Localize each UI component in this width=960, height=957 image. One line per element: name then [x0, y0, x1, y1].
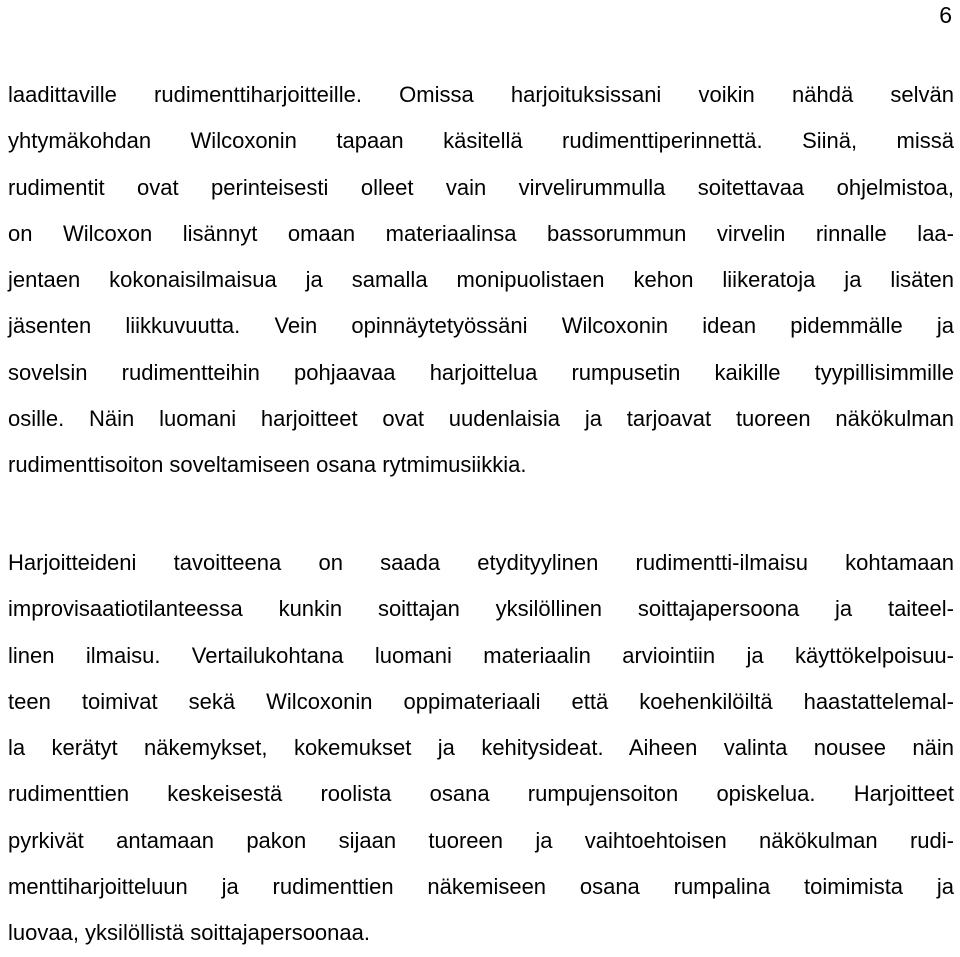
text-line: jentaen kokonaisilmaisua ja samalla monipuolistaen kehon liikeratoja ja lisäten: [8, 267, 954, 293]
text-line: rudimentit ovat perinteisesti olleet vain virvelirummulla soitettavaa ohjelmistoa,: [8, 174, 954, 200]
paragraph-1: [8, 72, 954, 489]
paragraph-2: [8, 540, 954, 957]
text-line: teen toimivat sekä Wilcoxonin oppimateriaali että koehenkilöiltä haastattelemal-: [8, 688, 954, 714]
text-line: Harjoitteideni tavoitteena on saada etydityylinen rudimentti-ilmaisu kohtamaan: [8, 550, 954, 575]
text-line: osille. Näin luomani harjoitteet ovat uudenlaisia ja tarjoavat tuoreen näkökulman: [8, 406, 954, 432]
text-line: yhtymäkohdan Wilcoxonin tapaan käsitellä rudimenttiperinnettä. Siinä, missä: [8, 128, 954, 154]
text-line: improvisaatiotilanteessa kunkin soittajan yksilöllinen soittajapersoona ja taiteel-: [8, 596, 954, 622]
text-line: laadittaville rudimenttiharjoitteille. Omissa harjoituksissani voikin nähdä selvän: [8, 82, 954, 107]
text-line: rudimenttien keskeisestä roolista osana rumpujensoiton opiskelua. Harjoitteet: [8, 781, 954, 807]
text-line: linen ilmaisu. Vertailukohtana luomani materiaalin arviointiin ja käyttökelpoisuu-: [8, 642, 954, 668]
text-line: rudimenttisoiton soveltamiseen osana rytmimusiikkia.: [8, 452, 527, 478]
text-line: on Wilcoxon lisännyt omaan materiaalinsa bassorummun virvelin rinnalle laa-: [8, 220, 954, 246]
text-line: jäsenten liikkuvuutta. Vein opinnäytetyössäni Wilcoxonin idean pidemmälle ja: [8, 313, 954, 339]
text-line: pyrkivät antamaan pakon sijaan tuoreen ja vaihtoehtoisen näkökulman rudi-: [8, 827, 954, 853]
text-line: sovelsin rudimentteihin pohjaavaa harjoittelua rumpusetin kaikille tyypillisimmille: [8, 359, 954, 385]
text-line: la kerätyt näkemykset, kokemukset ja kehitysideat. Aiheen valinta nousee näin: [8, 735, 954, 761]
text-line: luovaa, yksilöllistä soittajapersoonaa.: [8, 920, 370, 946]
page-number: 6: [939, 2, 952, 28]
text-line: menttiharjoitteluun ja rudimenttien näkemiseen osana rumpalina toimimista ja: [8, 874, 954, 900]
